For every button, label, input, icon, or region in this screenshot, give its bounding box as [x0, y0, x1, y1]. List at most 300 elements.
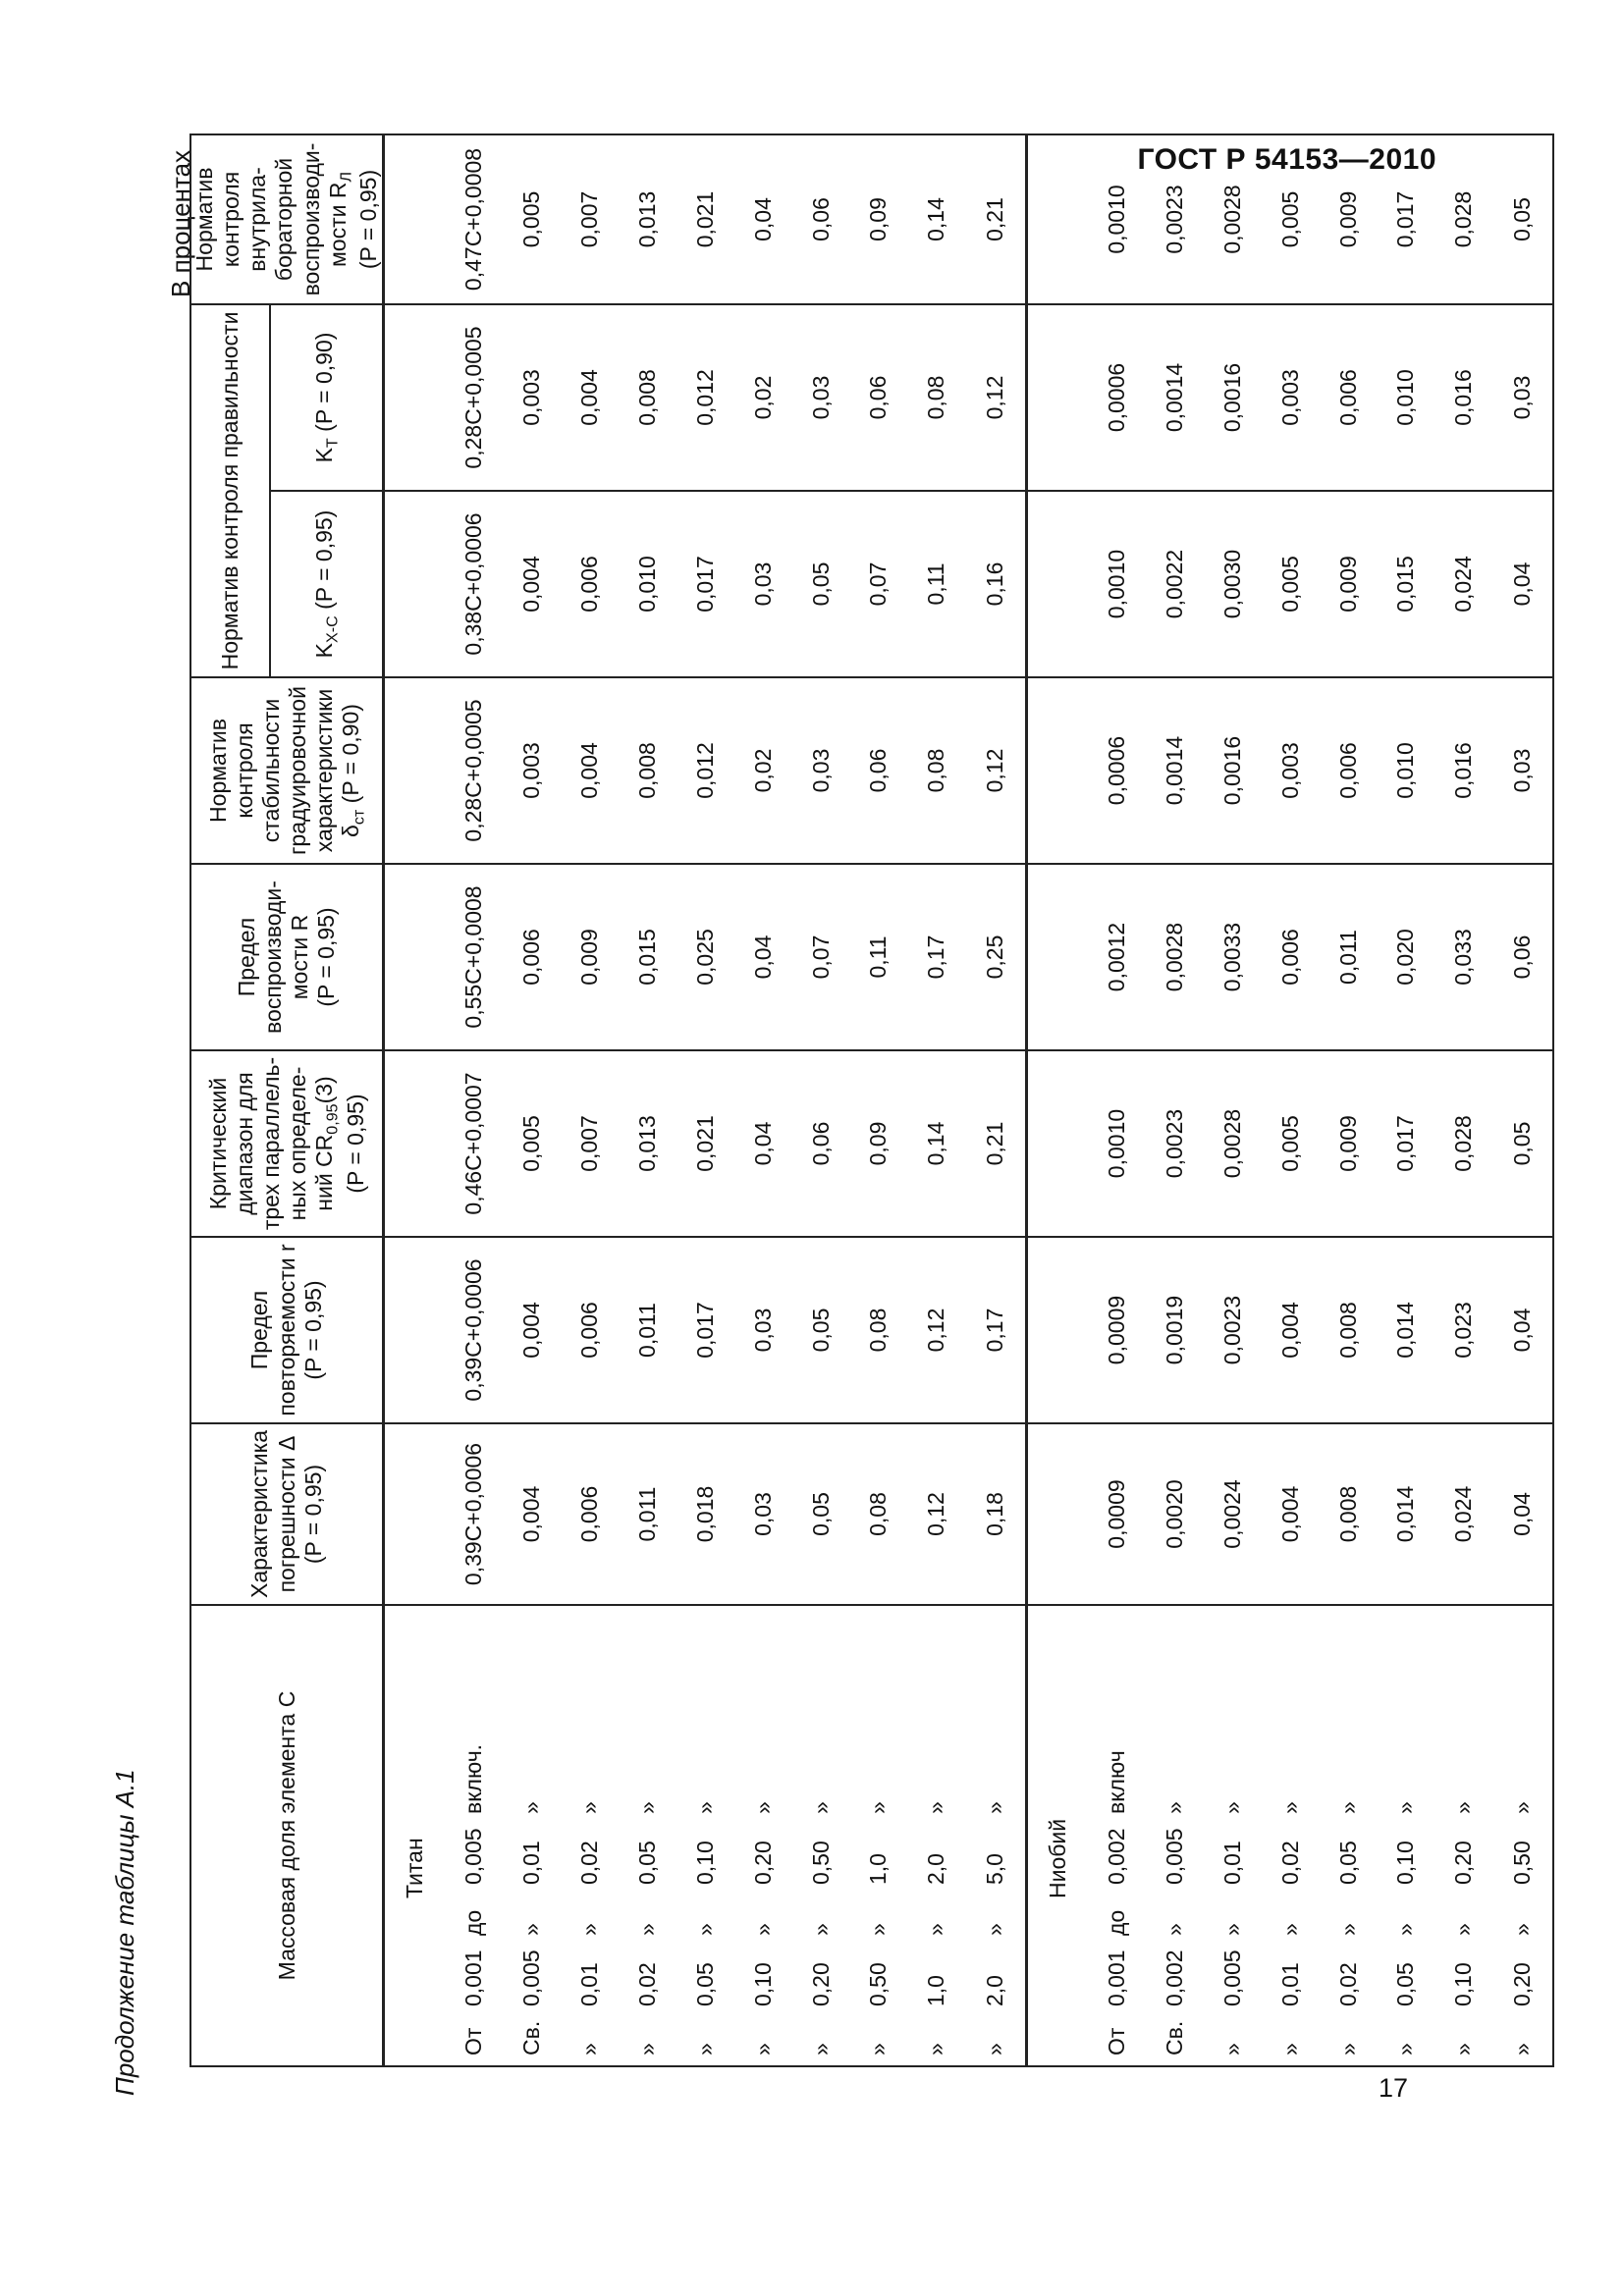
kt-cell: 0,008 [619, 304, 676, 491]
empty-cell [1027, 1237, 1088, 1423]
mass-fraction-range [1204, 1605, 1262, 2066]
kxc-cell: 0,07 [850, 491, 908, 677]
kt-cell: 0,03 [792, 304, 850, 491]
kxc-cell: 0,38C+0,0006 [445, 491, 503, 677]
range-upper: 0,02 [1276, 1841, 1303, 1885]
reproducibility-cell: 0,006 [1262, 864, 1320, 1050]
mass-fraction-range [503, 1605, 561, 2066]
error-characteristic-cell: 0,024 [1435, 1423, 1493, 1605]
range-conjunction: » [1218, 1923, 1245, 1936]
critical-range-cell: 0,005 [1262, 1050, 1320, 1237]
error-characteristic-cell: 0,008 [1320, 1423, 1378, 1605]
range-inclusive: » [1450, 1801, 1477, 1814]
header-error-characteristic: Характеристика погрешности Δ (P = 0,95) [190, 1423, 384, 1605]
table-row [561, 134, 619, 2066]
table-row [445, 134, 503, 2066]
intralab-reproducibility-cell: 0,05 [1492, 134, 1552, 304]
mass-fraction-range [1378, 1605, 1435, 2066]
range-inclusive: » [633, 1801, 660, 1814]
empty-cell [384, 491, 445, 677]
range-conjunction: » [517, 1923, 544, 1936]
range-inclusive: » [517, 1801, 544, 1814]
intralab-reproducibility-cell: 0,0010 [1088, 134, 1146, 304]
group-title: Титан [384, 1605, 445, 2066]
kxc-cell: 0,04 [1492, 491, 1552, 677]
range-prefix: » [923, 2043, 949, 2056]
mass-fraction-range [850, 1605, 908, 2066]
range-inclusive: включ. [460, 1743, 486, 1814]
empty-cell [1027, 864, 1088, 1050]
mass-fraction-range [1492, 1605, 1552, 2066]
kxc-cell: 0,05 [792, 491, 850, 677]
kt-cell: 0,12 [965, 304, 1026, 491]
range-inclusive: » [575, 1801, 602, 1814]
stability-control-cell: 0,0016 [1204, 677, 1262, 864]
kxc-cell: 0,015 [1378, 491, 1435, 677]
range-inclusive: » [982, 1801, 1008, 1814]
kxc-cell: 0,03 [734, 491, 792, 677]
kt-cell: 0,004 [561, 304, 619, 491]
range-inclusive: » [1218, 1801, 1245, 1814]
stability-control-cell: 0,008 [619, 677, 676, 864]
error-characteristic-cell: 0,08 [850, 1423, 908, 1605]
range-lower: 0,05 [691, 1962, 718, 2006]
mass-fraction-range [908, 1605, 966, 2066]
empty-cell [384, 677, 445, 864]
critical-range-cell: 0,028 [1435, 1050, 1493, 1237]
range-prefix: От [1103, 2027, 1129, 2056]
repeatability-cell: 0,023 [1435, 1237, 1493, 1423]
standard-header: ГОСТ Р 54153—2010 [1137, 143, 1436, 176]
intralab-reproducibility-cell: 0,021 [676, 134, 734, 304]
mass-fraction-range [965, 1605, 1026, 2066]
intralab-reproducibility-cell: 0,0028 [1204, 134, 1262, 304]
empty-cell [384, 1237, 445, 1423]
range-lower: 0,01 [1276, 1962, 1303, 2006]
range-upper: 2,0 [923, 1853, 949, 1885]
range-conjunction: » [1334, 1923, 1361, 1936]
intralab-reproducibility-cell: 0,06 [792, 134, 850, 304]
kt-cell: 0,08 [908, 304, 966, 491]
mass-fraction-range [734, 1605, 792, 2066]
range-conjunction: » [982, 1923, 1008, 1936]
intralab-reproducibility-cell: 0,028 [1435, 134, 1493, 304]
error-characteristic-cell: 0,004 [503, 1423, 561, 1605]
range-inclusive: » [923, 1801, 949, 1814]
error-characteristic-cell: 0,18 [965, 1423, 1026, 1605]
kt-cell: 0,010 [1378, 304, 1435, 491]
header-stability-control: Норматив контроля стабильности градуировочной характеристики $\delta_{ст}$ (P = 0,90) [190, 677, 384, 864]
table-row [850, 134, 908, 2066]
stability-control-cell: 0,006 [1320, 677, 1378, 864]
table-row [908, 134, 966, 2066]
kxc-cell: 0,010 [619, 491, 676, 677]
reproducibility-cell: 0,17 [908, 864, 966, 1050]
repeatability-cell: 0,0023 [1204, 1237, 1262, 1423]
range-upper: 0,20 [749, 1841, 776, 1885]
range-conjunction: » [1276, 1923, 1303, 1936]
intralab-reproducibility-cell: 0,005 [503, 134, 561, 304]
intralab-reproducibility-cell: 0,09 [850, 134, 908, 304]
range-inclusive: » [807, 1801, 834, 1814]
range-lower: 0,001 [460, 1949, 486, 2006]
range-prefix: » [807, 2043, 834, 2056]
intralab-reproducibility-cell: 0,013 [619, 134, 676, 304]
stability-control-cell: 0,03 [1492, 677, 1552, 864]
range-upper: 0,002 [1103, 1828, 1129, 1885]
range-conjunction: » [923, 1923, 949, 1936]
table-row [676, 134, 734, 2066]
repeatability-cell: 0,03 [734, 1237, 792, 1423]
results-table [189, 133, 1554, 2067]
table-row [1435, 134, 1493, 2066]
group-niobium [1027, 134, 1553, 2066]
reproducibility-cell: 0,25 [965, 864, 1026, 1050]
group-title-row [1027, 134, 1088, 2066]
range-lower: 0,002 [1161, 1949, 1187, 2006]
reproducibility-cell: 0,020 [1378, 864, 1435, 1050]
range-lower: 0,02 [633, 1962, 660, 2006]
range-inclusive: » [1334, 1801, 1361, 1814]
kxc-cell: 0,11 [908, 491, 966, 677]
stability-control-cell: 0,03 [792, 677, 850, 864]
mass-fraction-range [1435, 1605, 1493, 2066]
range-lower: 0,10 [749, 1962, 776, 2006]
table-row [1378, 134, 1435, 2066]
repeatability-cell: 0,006 [561, 1237, 619, 1423]
reproducibility-cell: 0,55C+0,0008 [445, 864, 503, 1050]
empty-cell [384, 304, 445, 491]
range-prefix: » [1392, 2043, 1419, 2056]
repeatability-cell: 0,12 [908, 1237, 966, 1423]
repeatability-cell: 0,014 [1378, 1237, 1435, 1423]
table-row [1146, 134, 1204, 2066]
range-conjunction: » [1161, 1923, 1187, 1936]
range-conjunction: » [807, 1923, 834, 1936]
range-lower: 0,001 [1103, 1949, 1129, 2006]
kxc-cell: 0,0030 [1204, 491, 1262, 677]
stability-control-cell: 0,0006 [1088, 677, 1146, 864]
intralab-reproducibility-cell: 0,14 [908, 134, 966, 304]
range-conjunction: » [1392, 1923, 1419, 1936]
empty-cell [1027, 1423, 1088, 1605]
kxc-cell: 0,009 [1320, 491, 1378, 677]
kt-cell: 0,03 [1492, 304, 1552, 491]
range-upper: 0,20 [1450, 1841, 1477, 1885]
header-kt: $K_T$ (P = 0,90) [270, 304, 384, 491]
table-row [503, 134, 561, 2066]
range-inclusive: включ [1103, 1750, 1129, 1814]
range-lower: 0,50 [865, 1962, 892, 2006]
range-conjunction: » [691, 1923, 718, 1936]
repeatability-cell: 0,17 [965, 1237, 1026, 1423]
range-prefix: » [575, 2043, 602, 2056]
range-prefix: Св. [517, 2020, 544, 2056]
header-kxc: $K_{X-C}$ (P = 0,95) [270, 491, 384, 677]
range-prefix: » [1450, 2043, 1477, 2056]
critical-range-cell: 0,09 [850, 1050, 908, 1237]
repeatability-cell: 0,0009 [1088, 1237, 1146, 1423]
kt-cell: 0,28C+0,0005 [445, 304, 503, 491]
kt-cell: 0,016 [1435, 304, 1493, 491]
critical-range-cell: 0,021 [676, 1050, 734, 1237]
critical-range-cell: 0,04 [734, 1050, 792, 1237]
intralab-reproducibility-cell: 0,017 [1378, 134, 1435, 304]
table-header [190, 134, 384, 2066]
stability-control-cell: 0,0014 [1146, 677, 1204, 864]
range-conjunction: до [1103, 1909, 1129, 1936]
range-conjunction: » [1508, 1923, 1535, 1936]
empty-cell [384, 864, 445, 1050]
units-label: В процентах [166, 149, 195, 297]
range-prefix: От [460, 2027, 486, 2056]
range-conjunction: » [633, 1923, 660, 1936]
repeatability-cell: 0,05 [792, 1237, 850, 1423]
kt-cell: 0,003 [1262, 304, 1320, 491]
range-conjunction: до [460, 1909, 486, 1936]
kxc-cell: 0,005 [1262, 491, 1320, 677]
stability-control-cell: 0,12 [965, 677, 1026, 864]
error-characteristic-cell: 0,03 [734, 1423, 792, 1605]
group-titan [384, 134, 1027, 2066]
error-characteristic-cell: 0,011 [619, 1423, 676, 1605]
mass-fraction-range [676, 1605, 734, 2066]
reproducibility-cell: 0,06 [1492, 864, 1552, 1050]
reproducibility-cell: 0,0012 [1088, 864, 1146, 1050]
critical-range-cell: 0,013 [619, 1050, 676, 1237]
error-characteristic-cell: 0,014 [1378, 1423, 1435, 1605]
range-inclusive: » [749, 1801, 776, 1814]
critical-range-cell: 0,21 [965, 1050, 1026, 1237]
kt-cell: 0,012 [676, 304, 734, 491]
stability-control-cell: 0,003 [1262, 677, 1320, 864]
stability-control-cell: 0,003 [503, 677, 561, 864]
repeatability-cell: 0,39C+0,0006 [445, 1237, 503, 1423]
mass-fraction-range [619, 1605, 676, 2066]
mass-fraction-range [792, 1605, 850, 2066]
intralab-reproducibility-cell: 0,007 [561, 134, 619, 304]
kt-cell: 0,0006 [1088, 304, 1146, 491]
range-prefix: » [633, 2043, 660, 2056]
stability-control-cell: 0,02 [734, 677, 792, 864]
stability-control-cell: 0,06 [850, 677, 908, 864]
range-upper: 0,10 [1392, 1841, 1419, 1885]
range-lower: 1,0 [923, 1975, 949, 2006]
range-upper: 5,0 [982, 1853, 1008, 1885]
kxc-cell: 0,006 [561, 491, 619, 677]
error-characteristic-cell: 0,04 [1492, 1423, 1552, 1605]
mass-fraction-range [445, 1605, 503, 2066]
range-upper: 0,01 [1218, 1841, 1245, 1885]
range-prefix: » [691, 2043, 718, 2056]
kt-cell: 0,02 [734, 304, 792, 491]
table-row [1492, 134, 1552, 2066]
stability-control-cell: 0,016 [1435, 677, 1493, 864]
range-lower: 2,0 [982, 1975, 1008, 2006]
kxc-cell: 0,004 [503, 491, 561, 677]
intralab-reproducibility-cell: 0,47C+0,0008 [445, 134, 503, 304]
header-reproducibility-limit: Предел воспроизводи- мости R (P = 0,95) [190, 864, 384, 1050]
mass-fraction-range [1088, 1605, 1146, 2066]
range-prefix: Св. [1161, 2020, 1187, 2056]
critical-range-cell: 0,0023 [1146, 1050, 1204, 1237]
error-characteristic-cell: 0,12 [908, 1423, 966, 1605]
range-inclusive: » [1276, 1801, 1303, 1814]
reproducibility-cell: 0,0033 [1204, 864, 1262, 1050]
empty-cell [384, 134, 445, 304]
header-critical-range: Критический диапазон для трех параллель- ных определе- ний $CR_{0,95}(3)$ (P = 0,95) [190, 1050, 384, 1237]
empty-cell [1027, 677, 1088, 864]
error-characteristic-cell: 0,018 [676, 1423, 734, 1605]
error-characteristic-cell: 0,0024 [1204, 1423, 1262, 1605]
intralab-reproducibility-cell: 0,009 [1320, 134, 1378, 304]
critical-range-cell: 0,0028 [1204, 1050, 1262, 1237]
table-row [1262, 134, 1320, 2066]
empty-cell [1027, 304, 1088, 491]
kxc-cell: 0,024 [1435, 491, 1493, 677]
mass-fraction-range [1320, 1605, 1378, 2066]
critical-range-cell: 0,0010 [1088, 1050, 1146, 1237]
intralab-reproducibility-cell: 0,04 [734, 134, 792, 304]
group-title-row [384, 134, 445, 2066]
header-repeatability-limit: Предел повторяемости r (P = 0,95) [190, 1237, 384, 1423]
table-row [1088, 134, 1146, 2066]
kt-cell: 0,006 [1320, 304, 1378, 491]
range-lower: 0,01 [575, 1962, 602, 2006]
range-lower: 0,20 [807, 1962, 834, 2006]
repeatability-cell: 0,011 [619, 1237, 676, 1423]
intralab-reproducibility-cell: 0,21 [965, 134, 1026, 304]
intralab-reproducibility-cell: 0,0023 [1146, 134, 1204, 304]
table-row [619, 134, 676, 2066]
range-upper: 0,05 [1334, 1841, 1361, 1885]
range-upper: 1,0 [865, 1853, 892, 1885]
stability-control-cell: 0,012 [676, 677, 734, 864]
stability-control-cell: 0,08 [908, 677, 966, 864]
kt-cell: 0,003 [503, 304, 561, 491]
stability-control-cell: 0,010 [1378, 677, 1435, 864]
kt-cell: 0,0014 [1146, 304, 1204, 491]
group-title: Ниобий [1027, 1605, 1088, 2066]
repeatability-cell: 0,004 [1262, 1237, 1320, 1423]
kt-cell: 0,0016 [1204, 304, 1262, 491]
range-lower: 0,10 [1450, 1962, 1477, 2006]
critical-range-cell: 0,06 [792, 1050, 850, 1237]
header-mass-fraction: Массовая доля элемента C [190, 1605, 384, 2066]
error-characteristic-cell: 0,0020 [1146, 1423, 1204, 1605]
critical-range-cell: 0,005 [503, 1050, 561, 1237]
reproducibility-cell: 0,015 [619, 864, 676, 1050]
error-characteristic-cell: 0,39C+0,0006 [445, 1423, 503, 1605]
table-row [734, 134, 792, 2066]
range-inclusive: » [691, 1801, 718, 1814]
range-upper: 0,02 [575, 1841, 602, 1885]
range-prefix: » [982, 2043, 1008, 2056]
header-accuracy-control: Норматив контроля правильности [190, 304, 270, 677]
empty-cell [1027, 1050, 1088, 1237]
range-upper: 0,10 [691, 1841, 718, 1885]
empty-cell [1027, 491, 1088, 677]
empty-cell [384, 1050, 445, 1237]
range-inclusive: » [1161, 1801, 1187, 1814]
range-upper: 0,01 [517, 1841, 544, 1885]
range-prefix: » [1508, 2043, 1535, 2056]
error-characteristic-cell: 0,004 [1262, 1423, 1320, 1605]
range-upper: 0,005 [460, 1828, 486, 1885]
repeatability-cell: 0,04 [1492, 1237, 1552, 1423]
reproducibility-cell: 0,07 [792, 864, 850, 1050]
repeatability-cell: 0,008 [1320, 1237, 1378, 1423]
critical-range-cell: 0,46C+0,0007 [445, 1050, 503, 1237]
kxc-cell: 0,16 [965, 491, 1026, 677]
repeatability-cell: 0,004 [503, 1237, 561, 1423]
range-prefix: » [1276, 2043, 1303, 2056]
empty-cell [1027, 134, 1088, 304]
reproducibility-cell: 0,0028 [1146, 864, 1204, 1050]
reproducibility-cell: 0,025 [676, 864, 734, 1050]
range-inclusive: » [1508, 1801, 1535, 1814]
kxc-cell: 0,017 [676, 491, 734, 677]
kt-cell: 0,06 [850, 304, 908, 491]
stability-control-cell: 0,28C+0,0005 [445, 677, 503, 864]
repeatability-cell: 0,017 [676, 1237, 734, 1423]
critical-range-cell: 0,009 [1320, 1050, 1378, 1237]
range-upper: 0,50 [1508, 1841, 1535, 1885]
range-prefix: » [865, 2043, 892, 2056]
range-lower: 0,005 [1218, 1949, 1245, 2006]
repeatability-cell: 0,08 [850, 1237, 908, 1423]
range-inclusive: » [1392, 1801, 1419, 1814]
range-conjunction: » [749, 1923, 776, 1936]
critical-range-cell: 0,14 [908, 1050, 966, 1237]
reproducibility-cell: 0,009 [561, 864, 619, 1050]
range-upper: 0,005 [1161, 1828, 1187, 1885]
error-characteristic-cell: 0,05 [792, 1423, 850, 1605]
range-lower: 0,02 [1334, 1962, 1361, 2006]
table-row [1204, 134, 1262, 2066]
error-characteristic-cell: 0,006 [561, 1423, 619, 1605]
critical-range-cell: 0,007 [561, 1050, 619, 1237]
range-conjunction: » [575, 1923, 602, 1936]
kxc-cell: 0,0010 [1088, 491, 1146, 677]
reproducibility-cell: 0,011 [1320, 864, 1378, 1050]
range-lower: 0,05 [1392, 1962, 1419, 2006]
reproducibility-cell: 0,006 [503, 864, 561, 1050]
mass-fraction-range [1262, 1605, 1320, 2066]
reproducibility-cell: 0,11 [850, 864, 908, 1050]
range-prefix: » [1218, 2043, 1245, 2056]
page-number: 17 [1379, 2073, 1409, 2103]
empty-cell [384, 1423, 445, 1605]
kxc-cell: 0,0022 [1146, 491, 1204, 677]
range-conjunction: » [865, 1923, 892, 1936]
table-row [1320, 134, 1378, 2066]
range-inclusive: » [865, 1801, 892, 1814]
range-upper: 0,05 [633, 1841, 660, 1885]
mass-fraction-range [561, 1605, 619, 2066]
range-lower: 0,005 [517, 1949, 544, 2006]
range-lower: 0,20 [1508, 1962, 1535, 2006]
range-conjunction: » [1450, 1923, 1477, 1936]
range-prefix: » [1334, 2043, 1361, 2056]
intralab-reproducibility-cell: 0,005 [1262, 134, 1320, 304]
reproducibility-cell: 0,04 [734, 864, 792, 1050]
table-caption: Продолжение таблицы А.1 [110, 1769, 139, 2096]
repeatability-cell: 0,0019 [1146, 1237, 1204, 1423]
mass-fraction-range [1146, 1605, 1204, 2066]
range-upper: 0,50 [807, 1841, 834, 1885]
critical-range-cell: 0,017 [1378, 1050, 1435, 1237]
